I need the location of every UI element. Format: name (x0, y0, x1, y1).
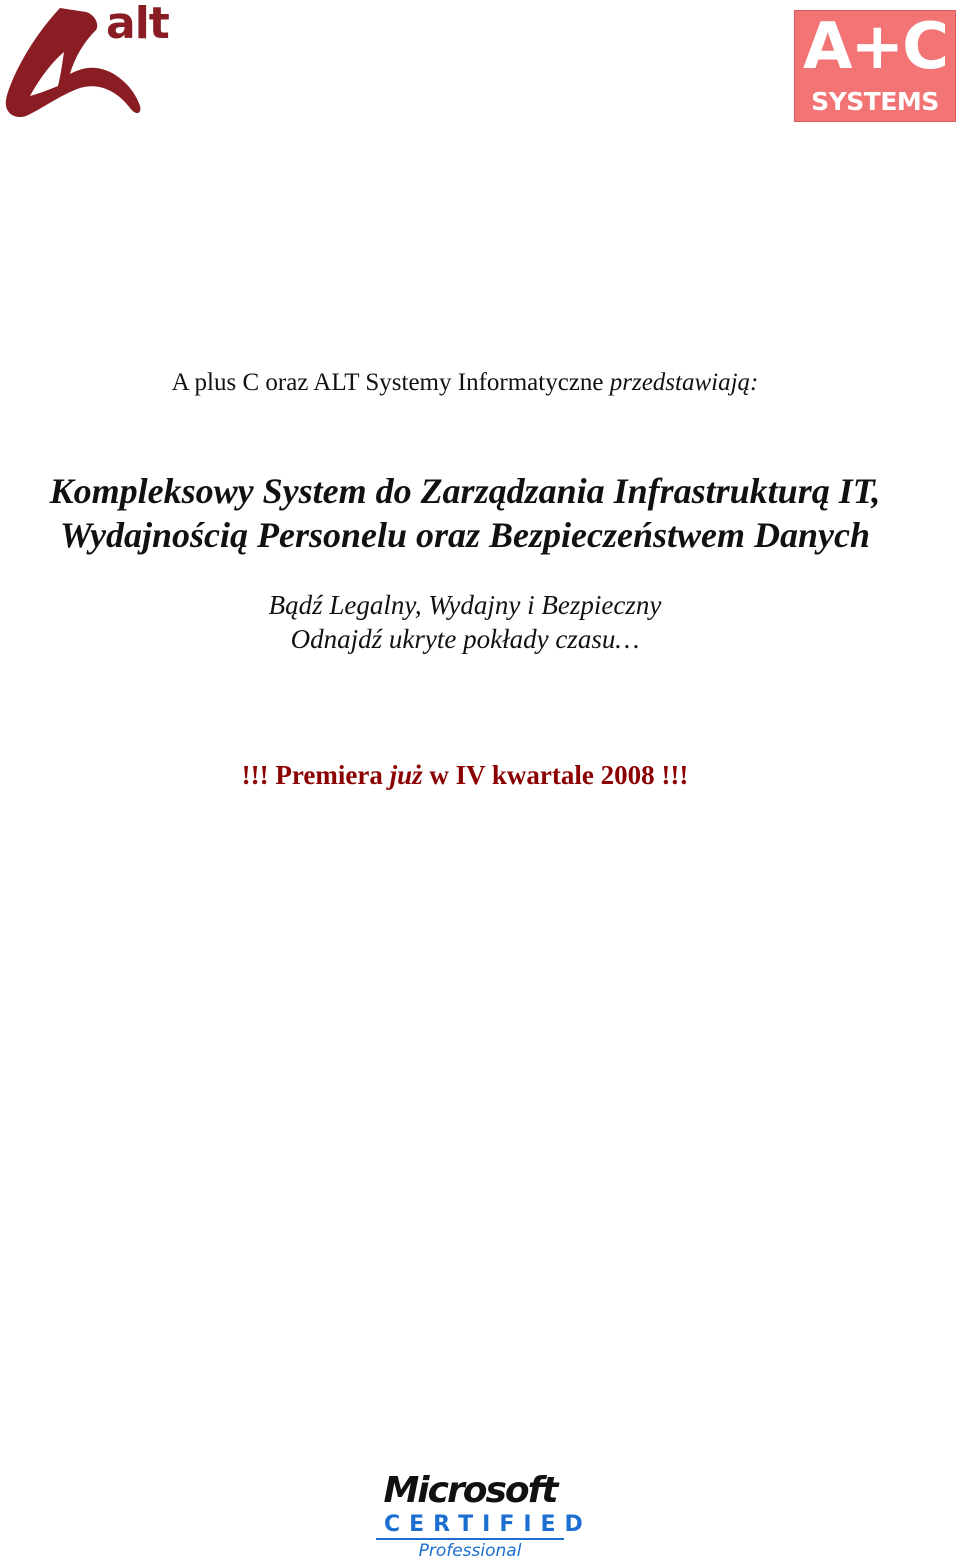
slogan-2: Odnajdź ukryte pokłady czasu… (290, 624, 640, 654)
intro-emphasis: przedstawiają: (609, 369, 759, 396)
ac-systems-logo (794, 10, 956, 122)
alt-wordmark: alt (106, 0, 169, 49)
ms-wordmark: Microsoft (383, 1470, 557, 1511)
headline (0, 469, 930, 557)
headline-line-1: Kompleksowy System do Zarządzania Infrastrukturą IT, (49, 471, 881, 511)
ms-certified-label: CERTIFIED (376, 1512, 564, 1540)
intro-lead: A plus C oraz ALT Systemy Informatyczne (171, 369, 604, 396)
premiere-emphasis: już (389, 760, 423, 790)
microsoft-certified-logo (370, 1470, 592, 1562)
ms-professional-label: Professional (418, 1541, 522, 1561)
slogans (0, 588, 930, 656)
premiere-before: !!! Premiera (241, 760, 383, 790)
premiere-after: w IV kwartale 2008 !!! (429, 760, 689, 790)
headline-line-2: Wydajnością Personelu oraz Bezpieczeństwem Danych (59, 515, 871, 555)
intro-line (0, 366, 930, 400)
ac-logo-sub: SYSTEMS (811, 87, 939, 116)
ac-logo-mark: A+C (802, 10, 948, 84)
premiere-announcement (0, 758, 930, 792)
alt-logo (0, 0, 190, 130)
slogan-1: Bądź Legalny, Wydajny i Bezpieczny (268, 590, 662, 620)
